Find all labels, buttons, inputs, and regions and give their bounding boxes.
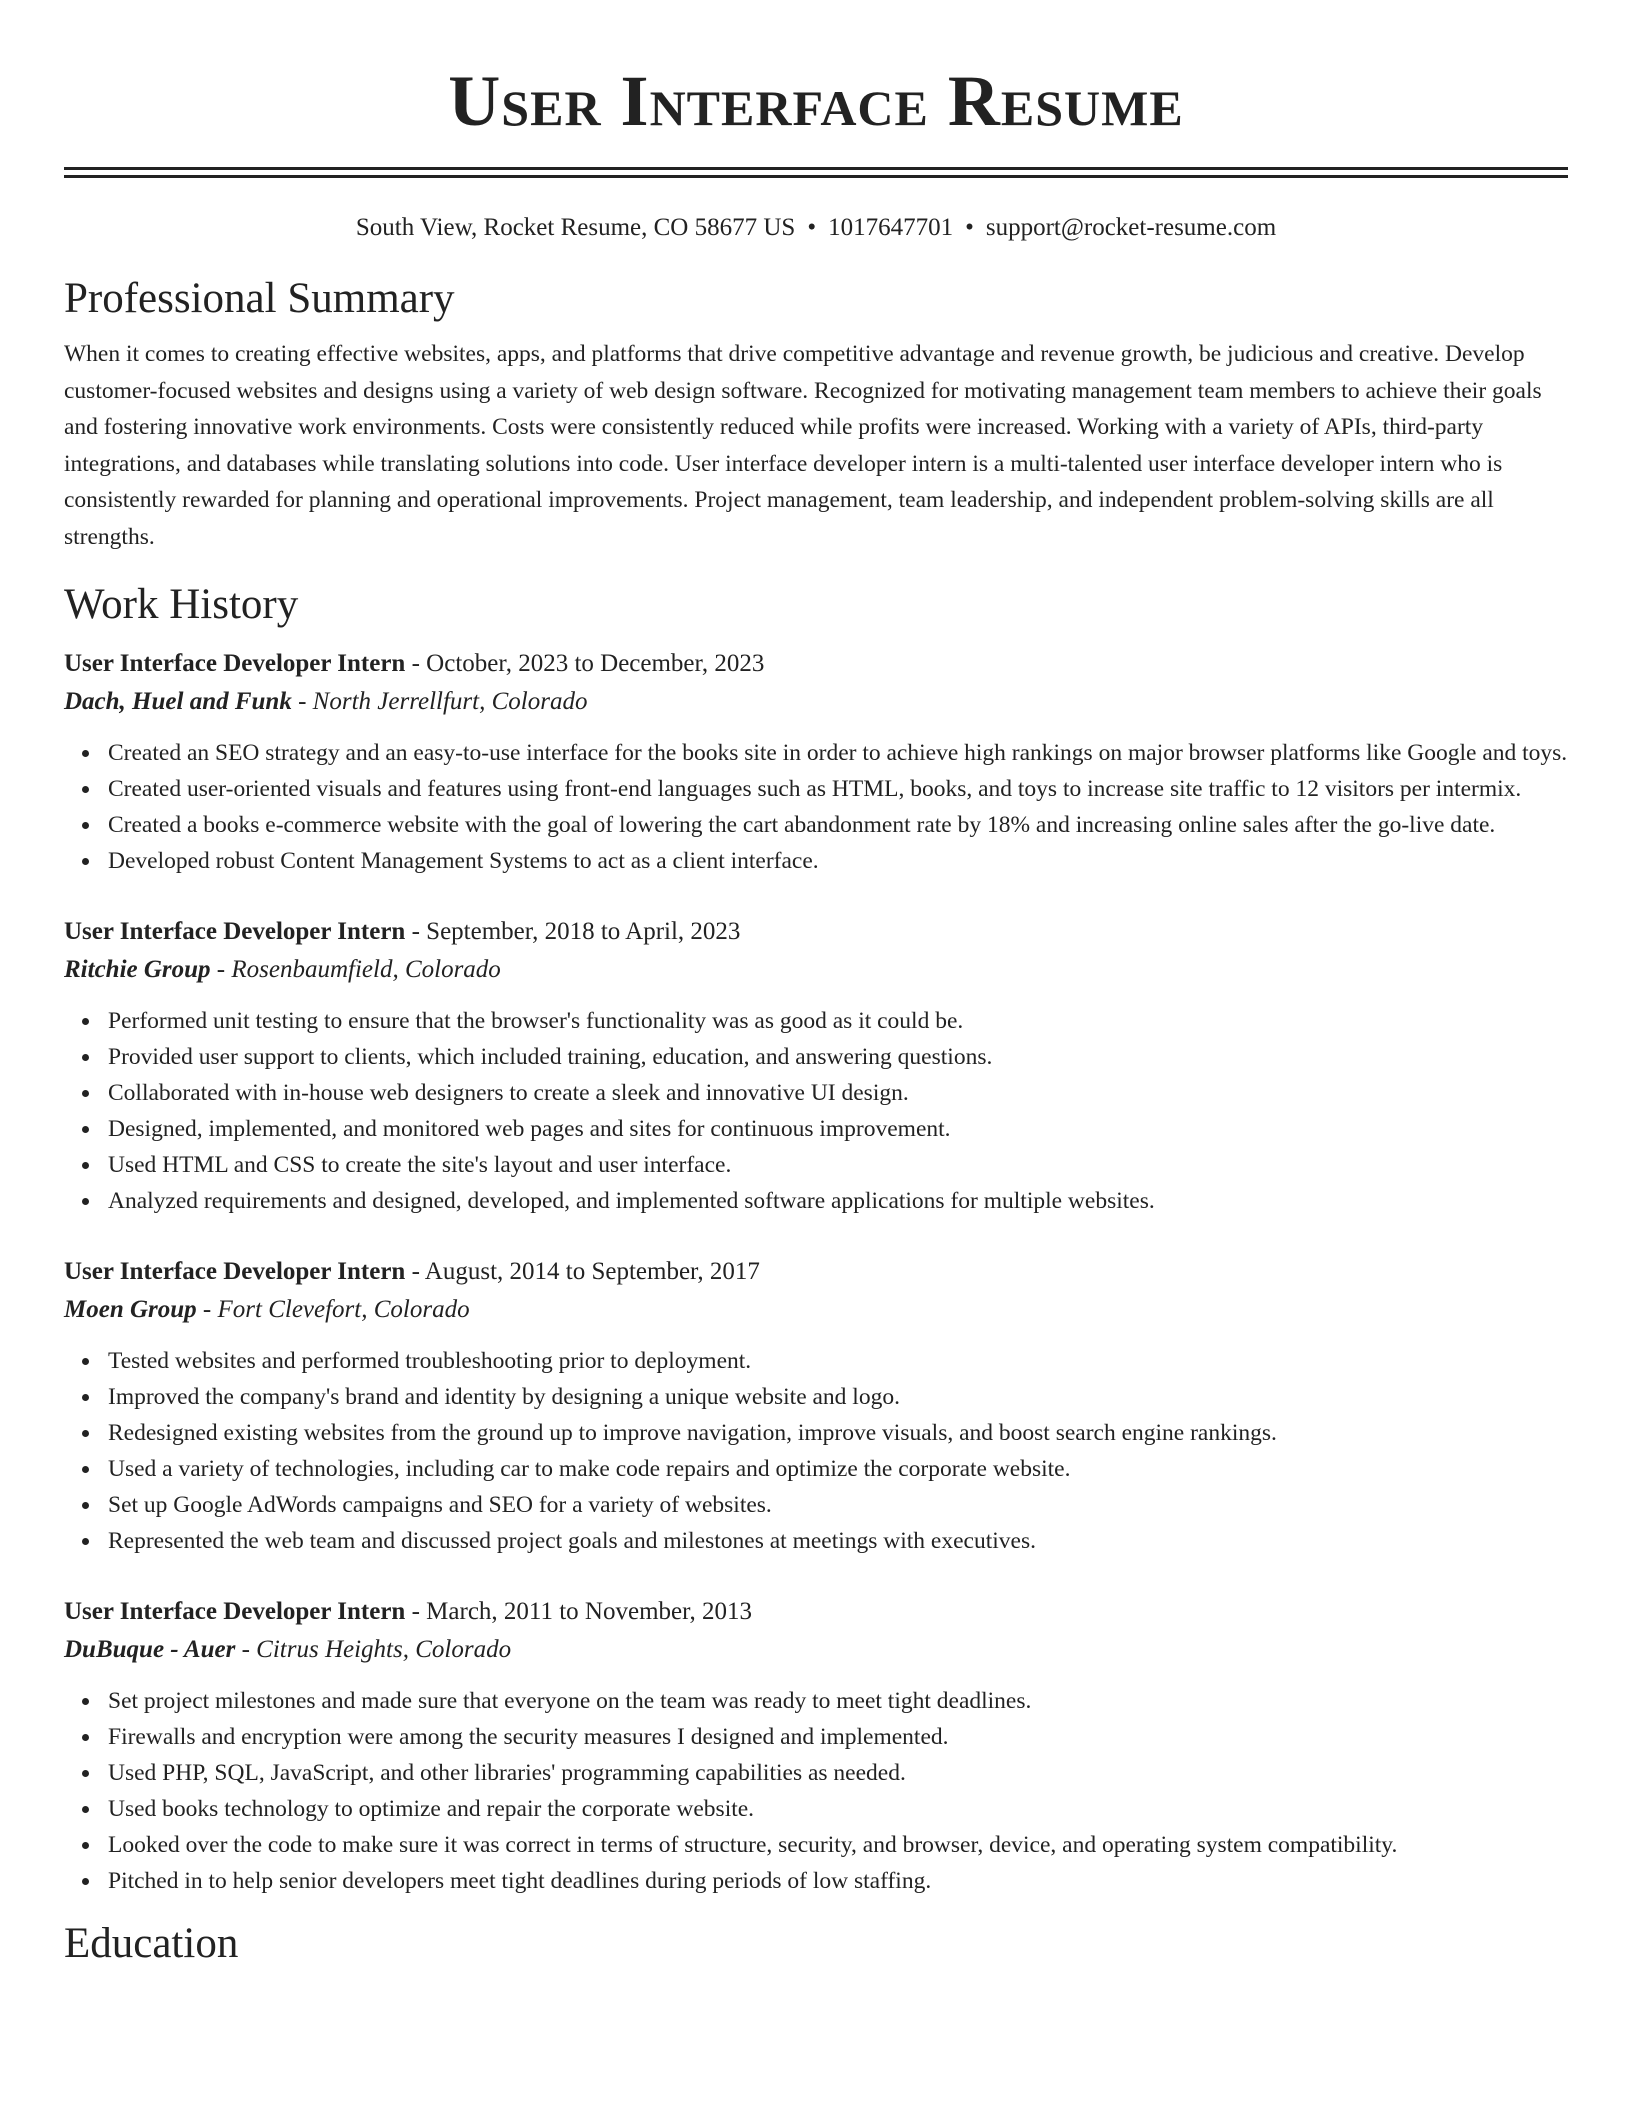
job-bullet: Used HTML and CSS to create the site's layout and user interface. xyxy=(108,1147,1568,1183)
job-bullet: Provided user support to clients, which included training, education, and answering questions. xyxy=(108,1039,1568,1075)
job-bullets xyxy=(64,1683,1568,1899)
summary-heading: Professional Summary xyxy=(64,275,455,322)
job-bullet: Set up Google AdWords campaigns and SEO for a variety of websites. xyxy=(108,1487,1568,1523)
job-role: User Interface Developer Intern xyxy=(64,1598,406,1625)
work-history-list xyxy=(64,645,1568,1899)
job-dates: March, 2011 to November, 2013 xyxy=(426,1598,752,1625)
job-entry xyxy=(64,645,1568,879)
job-entry xyxy=(64,1593,1568,1899)
job-role: User Interface Developer Intern xyxy=(64,918,406,945)
job-entry xyxy=(64,913,1568,1219)
job-bullet: Developed robust Content Management Systems to act as a client interface. xyxy=(108,843,1568,879)
job-dash: - xyxy=(216,956,226,983)
contact-separator: • xyxy=(965,214,974,241)
job-company-line xyxy=(64,1291,1568,1329)
job-bullets xyxy=(64,1003,1568,1219)
resume-title: User Interface Resume xyxy=(448,61,1184,141)
job-bullet: Collaborated with in-house web designers to create a sleek and innovative UI design. xyxy=(108,1075,1568,1111)
job-title-line xyxy=(64,913,1568,951)
job-title-line xyxy=(64,645,1568,683)
summary-text: When it comes to creating effective websites, apps, and platforms that drive competitive advantage and revenue growth, be judicious and creative. Develop customer-focused websites and designs using a variety of web design software. Recognized for motivating management team members to achieve their goals and fostering innovative work environments. Costs were consistently reduced while profits were increased. Working with a variety of APIs, third-party integrations, and databases while translating solutions into code. User interface developer intern is a multi-talented user interface developer intern who is consistently rewarded for planning and operational improvements. Project management, team leadership, and independent problem-solving skills are all strengths. xyxy=(64,341,1542,550)
job-bullet: Tested websites and performed troubleshooting prior to deployment. xyxy=(108,1343,1568,1379)
job-company: Ritchie Group xyxy=(64,956,211,983)
job-dash: - xyxy=(411,1258,420,1285)
title-double-rule xyxy=(64,167,1568,178)
job-company: DuBuque - Auer xyxy=(64,1636,236,1663)
job-role: User Interface Developer Intern xyxy=(64,1258,406,1285)
job-title-line xyxy=(64,1253,1568,1291)
job-dates: August, 2014 to September, 2017 xyxy=(424,1258,760,1285)
work-history-heading: Work History xyxy=(64,581,299,628)
job-location: Citrus Heights, Colorado xyxy=(256,1636,512,1663)
job-entry xyxy=(64,1253,1568,1559)
job-dates: September, 2018 to April, 2023 xyxy=(426,918,741,945)
job-dash: - xyxy=(241,1636,250,1663)
contact-address: South View, Rocket Resume, CO 58677 US xyxy=(355,214,796,241)
contact-line xyxy=(64,212,1568,244)
job-bullets xyxy=(64,1343,1568,1559)
contact-email: support@rocket-resume.com xyxy=(985,214,1277,241)
job-bullet: Used books technology to optimize and repair the corporate website. xyxy=(108,1791,1568,1827)
job-company-line xyxy=(64,951,1568,989)
contact-separator: • xyxy=(807,214,817,241)
job-bullets xyxy=(64,735,1568,879)
job-dash: - xyxy=(298,688,307,715)
job-bullet: Represented the web team and discussed project goals and milestones at meetings with executives. xyxy=(108,1523,1568,1559)
job-bullet: Redesigned existing websites from the ground up to improve navigation, improve visuals, and boost search engine rankings. xyxy=(108,1415,1568,1451)
job-bullet: Created a books e-commerce website with the goal of lowering the cart abandonment rate by 18% and increasing online sales after the go-live date. xyxy=(108,807,1568,843)
job-bullet: Used PHP, SQL, JavaScript, and other libraries' programming capabilities as needed. xyxy=(108,1755,1568,1791)
job-company: Moen Group xyxy=(64,1296,197,1323)
job-bullet: Firewalls and encryption were among the security measures I designed and implemented. xyxy=(108,1719,1568,1755)
job-dash: - xyxy=(411,918,420,945)
job-bullet: Analyzed requirements and designed, developed, and implemented software applications for multiple websites. xyxy=(108,1183,1568,1219)
job-company-line xyxy=(64,1631,1568,1669)
job-bullet: Created user-oriented visuals and features using front-end languages such as HTML, books, and toys to increase site traffic to 12 visitors per intermix. xyxy=(108,771,1568,807)
job-company: Dach, Huel and Funk xyxy=(64,688,292,715)
job-location: Fort Clevefort, Colorado xyxy=(217,1296,470,1323)
contact-phone: 1017647701 xyxy=(828,214,954,241)
job-dash: - xyxy=(202,1296,212,1323)
job-role: User Interface Developer Intern xyxy=(64,650,406,677)
job-bullet: Improved the company's brand and identity by designing a unique website and logo. xyxy=(108,1379,1568,1415)
job-dash: - xyxy=(411,650,420,677)
job-company-line xyxy=(64,683,1568,721)
job-title-line xyxy=(64,1593,1568,1631)
job-bullet: Designed, implemented, and monitored web pages and sites for continuous improvement. xyxy=(108,1111,1568,1147)
job-location: North Jerrellfurt, Colorado xyxy=(312,688,588,715)
job-bullet: Set project milestones and made sure that everyone on the team was ready to meet tight deadlines. xyxy=(108,1683,1568,1719)
job-dates: October, 2023 to December, 2023 xyxy=(426,650,765,677)
education-heading: Education xyxy=(64,1920,239,1967)
job-bullet: Looked over the code to make sure it was correct in terms of structure, security, and browser, device, and operating system compatibility. xyxy=(108,1827,1568,1863)
job-location: Rosenbaumfield, Colorado xyxy=(231,956,501,983)
job-dash: - xyxy=(411,1598,420,1625)
job-bullet: Used a variety of technologies, including car to make code repairs and optimize the corporate website. xyxy=(108,1451,1568,1487)
job-bullet: Performed unit testing to ensure that the browser's functionality was as good as it could be. xyxy=(108,1003,1568,1039)
job-bullet: Pitched in to help senior developers meet tight deadlines during periods of low staffing. xyxy=(108,1863,1568,1899)
job-bullet: Created an SEO strategy and an easy-to-use interface for the books site in order to achieve high rankings on major browser platforms like Google and toys. xyxy=(108,735,1568,771)
